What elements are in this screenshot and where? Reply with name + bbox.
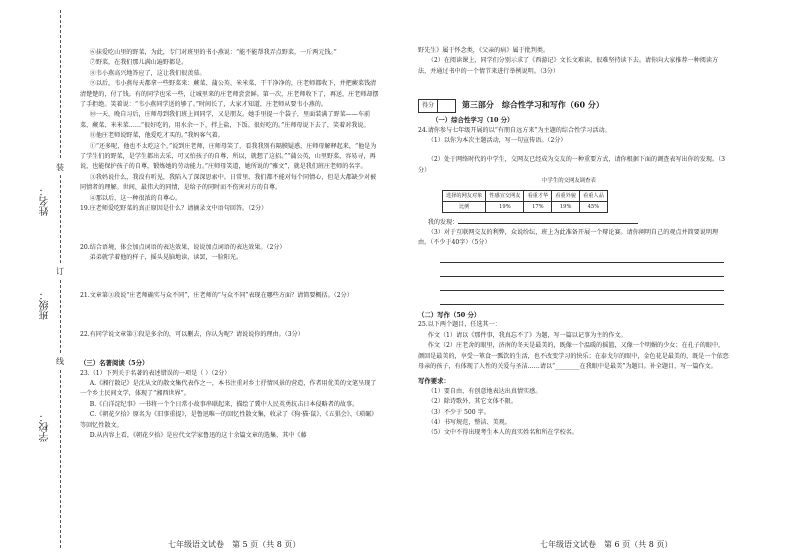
part-3-title: 第三部分 综合性学习和写作（60 分） [461, 99, 604, 110]
requirement-item: （3）不少于 500 字。 [427, 408, 490, 416]
score-label: 得分 [422, 102, 435, 110]
answer-space-19[interactable] [80, 215, 380, 243]
question-22: 22.有同学说文章第①段是多余的，可以删去，你认为呢？请说说你的理由。（3分） [80, 330, 304, 338]
binding-mark-zhuang: 装 [56, 160, 64, 175]
q23-continuation: 野先生》属于怀念类，《父亲的病》属于批判类。 [418, 47, 550, 54]
answer-line[interactable] [440, 277, 724, 291]
table-cell: 19% [486, 201, 524, 212]
table-header-cell: 看重人品 [580, 190, 608, 201]
section-3-title: （三）名著阅读（5分） [80, 359, 149, 368]
finding-label [418, 216, 730, 228]
essay-option-2: 作文（2）庄老舍的眼里，济南的冬天是最美的，既像一个温暖的摇篮，又像一个明媚的少女；在孔子的眼中，颜回是最美的，享受一箪食一瓢饮的生活，也不改变学习的快乐；在泰戈尔的眼中，金色花是最美的，既是一个依恋母亲的孩子，有体现了人性的关爱与圣洁……请以“________在我眼中是最美”为题目。补全题目，写一篇作文。 [418, 342, 729, 370]
class-field-label: 班级： [40, 290, 51, 320]
table-cell: 比例 [443, 201, 486, 212]
requirement-item: （1）要自由、有创意地表达出真情实感。 [427, 387, 542, 395]
requirement-item: （2）除诗歌外，其它文体不限。 [427, 398, 517, 406]
option-d: D.从内容上看，《朝花夕拾》是应代文学家鲁迅的这十余篇文章的选集，其中《藤 [89, 431, 307, 439]
answer-line[interactable] [440, 249, 724, 263]
binding-margin [0, 0, 70, 558]
option-a: A.《湘行散记》是沈从文的散文集代表作之一，本书注重对乡土抒情风景的营造，作者用优美的文笔呈现了一个乡土民间文学，体现了“湘西世界”。 [80, 379, 377, 398]
page-6 [418, 46, 730, 439]
question-23-2: （2）在阅读课上，同学们分别示求了《西游记》文长文难读，很难坚持读下去。请你向大家推荐一种阅读方法，并通过书中的一个情节来进行举例说明。（3分） [418, 57, 719, 75]
essay-option-1: 作文（1）请以《那件事，我真忘不了》为题，写一篇以记事为主的作文。 [427, 331, 627, 339]
finding-label-text: 我的发现： [427, 218, 459, 226]
question-20: 20.结合语境，体会加点词语的表达效果，说说加点词语的表达效果。（2分） [80, 243, 286, 251]
paragraph-12: ①“还多呢，他也不太吃这个，”说到庄老师，庄师母笑了，看我我别有隔膜疑惑，庄师母解释起来，“他是为了学生们的野菜，是学生都出去采，可又怕孩子的自尊，所以，就想了这招。”“蒲公英，山里野菜，容易寻，再说，也能保护孩子的自尊，锻炼她的劳动能力。”庄师母笑道，她所说的“雅文”，就是我们班庄老师的名字。 [80, 142, 377, 171]
requirements-title: 写作要求： [418, 377, 450, 386]
table-header-cell: 看重外貌 [552, 190, 580, 201]
part-3-header [418, 99, 730, 113]
sub-1-title: （一）综合性学习（10 分） [432, 116, 514, 125]
table-cell: 19% [552, 201, 580, 212]
score-box [418, 99, 456, 113]
question-24-2: （2）处于网络时代的中学生，交网友已经成为交友的一种重要方式，请你根据下面的调查表写出你的发现。（3分） [418, 156, 725, 174]
table-header-cell: 看重才华 [524, 190, 552, 201]
requirement-item: （4）书写规范，整洁、美观。 [427, 418, 511, 426]
option-c: C.《朝花夕拾》原名为《旧事重提》，是鲁迅唯一的回忆性散文集，收录了《狗·猫·鼠》、《五猖会》、《琐碾》等回忆性散文。 [80, 411, 378, 429]
question-24-1: （1）以你为本次主题活动，写一句宣传语。（2分） [427, 137, 567, 145]
table-row [443, 201, 608, 212]
binding-dashed-line [60, 10, 61, 548]
table-header-row [443, 190, 608, 201]
writing-title: （二）写作（50 分） [418, 310, 481, 319]
option-b: B.《白洋淀纪事》一书将一个个日常小故事串联起来，描绘了冀中人民英勇抗击日本侵略者的故事。 [89, 400, 359, 408]
paragraph-7: ⑦野菜，在我们那儿满山遍野都是。 [89, 59, 188, 67]
requirement-item: （5）文中不得出现考生本人的真实姓名和所在学校名。 [427, 429, 578, 437]
answer-space-24-1[interactable] [418, 146, 730, 155]
question-20-sentence: 弟弟就学着他的样子，摇头晃脑地读，读罢，一脸阳光。 [89, 253, 243, 261]
table-header-cell: 选择的网友对象 [443, 190, 486, 201]
binding-mark-ding: 订 [56, 264, 64, 279]
question-25: 25.以下两个题目，任选其一： [418, 321, 501, 329]
question-19: 19.庄老师爱吃野菜的真正原因是什么？请摘录文中语句回答。（2分） [80, 205, 268, 213]
question-21: 21.文章第③段说“庄老师确实与众不同”，庄老师的“与众不同”表现在哪些方面？请简要概括。（2分） [80, 292, 353, 300]
question-23: 23.（1）下列关于名著的表述错误的一项是（ ）（2分） [80, 369, 231, 377]
table-header-cell: 性感宣交网友 [486, 190, 524, 201]
school-field-label: 学校： [40, 412, 51, 442]
question-24-3: （3）对于互联网交友的利弊，众说纷纭，班上为此准备开展一个辩论赛。请你阐明自己的观点并简要说明理由。（不少于40字）（5分） [418, 229, 719, 247]
binding-mark-xian: 线 [56, 354, 64, 369]
answer-line[interactable] [440, 263, 724, 277]
table-cell: 17% [524, 201, 552, 212]
survey-table [442, 190, 608, 213]
table-caption: 中学生的交网友调查表 [542, 178, 596, 185]
answer-space-20[interactable] [80, 263, 380, 291]
paragraph-14: ④那以后，这一种很浓的自尊心。 [89, 194, 182, 202]
page-6-footer: 七年级语文试卷 第 6 页（共 8 页） [540, 540, 673, 549]
answer-space-21[interactable] [80, 302, 380, 330]
paragraph-10: ⑩一天，晚自习后，庄师母到我们班上问同学，又是朋友。她手里提一个袋子，里面装满了野菜——车前菜、蕨菜、米米菜……“很好吃的，用水余一下，拌上盐，下饭。很好吃的。”庄师母说下去了，笑着对我说。 [80, 111, 371, 129]
paragraph-13: ③我妈说什么，我没有听见，我陷入了深深思索中。日常里，我们都不能对每个同情心，但是大都缺少对被同情者的理解。世间，最伟大的同情，是给予的同时而不伤害对方的自尊。 [80, 173, 377, 192]
page-5 [80, 48, 380, 441]
answer-line[interactable] [440, 291, 724, 305]
paragraph-6: ⑥抹爱吃山里的野菜，为此，专门对班里的书小燕说：“能不能帮我弄点野菜，一斤两元钱。” [89, 49, 337, 56]
paragraph-9: ⑨以后，韦小燕每天都拿一些野菜来：蕨菜、蒲公英、米米菜、干干净净的，庄老师都收下，并把蕨菜钱清清楚楚的，付了钱。有的同学也采一些，让城里来的庄老师尝尝鲜。第一次，庄老师收下了，再送，庄老师却摆了手拒绝。笑着说：“韦小燕同学送的够了。”时间长了，大家才知道，庄老师从要韦小燕的。 [80, 80, 379, 109]
paragraph-8: ⑧韦小燕高兴地答应了，这让我们很羡慕。 [89, 69, 206, 77]
answer-space-23-2[interactable] [418, 77, 730, 95]
table-cell: 45% [580, 201, 608, 212]
finding-answer-line[interactable] [458, 216, 638, 224]
name-field-label: 姓名： [40, 186, 51, 216]
answer-space-22[interactable] [80, 340, 380, 358]
page-5-footer: 七年级语文试卷 第 5 页（共 8 页） [168, 540, 301, 549]
question-24: 24.请你参与七年级开展的以“有朋自远方来”为主题的综合性学习活动。 [418, 126, 611, 134]
paragraph-11: ⑪他庄老师说野菜，他爱吃才买的。”我妈客气着。 [89, 132, 224, 140]
